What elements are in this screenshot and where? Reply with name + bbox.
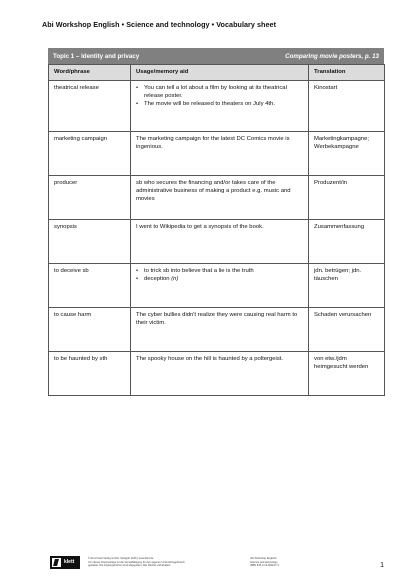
logo-text: klett	[64, 559, 75, 565]
usage-bullet-text: deception	[144, 275, 170, 282]
page-footer	[0, 548, 416, 578]
usage-cell: The cyber bullies didn't realize they were causing real harm to their victim.	[131, 307, 309, 351]
usage-bullet: • to trick sb into believe that a lie is the truth	[142, 268, 303, 276]
column-header-translation: Translation	[309, 65, 385, 81]
word-cell: marketing campaign	[49, 131, 131, 175]
copyright-notice	[88, 557, 185, 568]
usage-bullet: • You can tell a lot about a film by looking at its theatrical release poster.	[142, 85, 303, 101]
table-row	[49, 80, 385, 131]
word-cell: to cause harm	[49, 307, 131, 351]
translation-cell: von etw./jdm heimgesucht werden	[309, 351, 385, 395]
translation-cell: Zusammenfassung	[309, 219, 385, 263]
vocabulary-sheet	[48, 48, 384, 396]
translation-cell: Produzent/in	[309, 175, 385, 219]
translation-cell: Marketingkampagne; Werbekampagne	[309, 131, 385, 175]
copyright-line: Von dieser Druckvorlage ist die Vervielfältigung für den eigenen Unterrichtsgebrauch	[88, 560, 185, 564]
translation-cell: Schaden verursachen	[309, 307, 385, 351]
publication-info	[250, 557, 279, 568]
page-title: Abi Workshop English • Science and technology • Vocabulary sheet	[42, 20, 277, 29]
column-header-usage: Usage/memory aid	[131, 65, 309, 81]
usage-bullet	[142, 276, 303, 284]
table-row	[49, 131, 385, 175]
topic-bar	[48, 48, 384, 64]
publication-line: Science and technology	[250, 560, 278, 564]
usage-cell	[131, 80, 309, 131]
usage-cell: The marketing campaign for the latest DC Comics movie is ingenious.	[131, 131, 309, 175]
word-cell: theatrical release	[49, 80, 131, 131]
word-cell: to deceive sb	[49, 263, 131, 307]
word-cell: to be haunted by sth	[49, 351, 131, 395]
translation-cell: jdn. betrügen; jdn. täuschen	[309, 263, 385, 307]
page-number: 1	[380, 562, 384, 569]
translation-cell: Kinostart	[309, 80, 385, 131]
word-cell: producer	[49, 175, 131, 219]
table-header-row	[49, 65, 385, 81]
klett-logo	[50, 556, 80, 569]
copyright-line: gestattet. Die Kopiergebühren sind abgegolten. Alle Rechte vorbehalten.	[88, 564, 172, 567]
publication-line: Abi Workshop Englisch	[250, 557, 277, 560]
usage-cell: I went to Wikipedia to get a synopsis of the book.	[131, 219, 309, 263]
word-cell: synopsis	[49, 219, 131, 263]
table-row	[49, 307, 385, 351]
publication-line: ISBN 978-3-12-601107-4	[250, 564, 279, 567]
table-row	[49, 175, 385, 219]
topic-reference: Comparing movie posters, p. 13	[285, 52, 379, 60]
column-header-word: Word/phrase	[49, 65, 131, 81]
usage-bullet: • The movie will be released to theaters on July 4th.	[142, 101, 303, 109]
table-row	[49, 219, 385, 263]
table-row	[49, 351, 385, 395]
topic-title: Topic 1 – Identity and privacy	[53, 52, 140, 60]
usage-cell: The spooky house on the hill is haunted by a poltergeist.	[131, 351, 309, 395]
table-row	[49, 263, 385, 307]
usage-cell: sb who secures the financing and/or takes care of the administrative business of making a product e.g. music and movies	[131, 175, 309, 219]
vocabulary-table	[48, 64, 385, 396]
part-of-speech-note: (n)	[171, 275, 179, 282]
copyright-line: © Ernst Klett Verlag GmbH, Stuttgart 2016 | www.klett.de	[88, 557, 154, 560]
usage-cell	[131, 263, 309, 307]
logo-mark-icon	[52, 558, 61, 567]
